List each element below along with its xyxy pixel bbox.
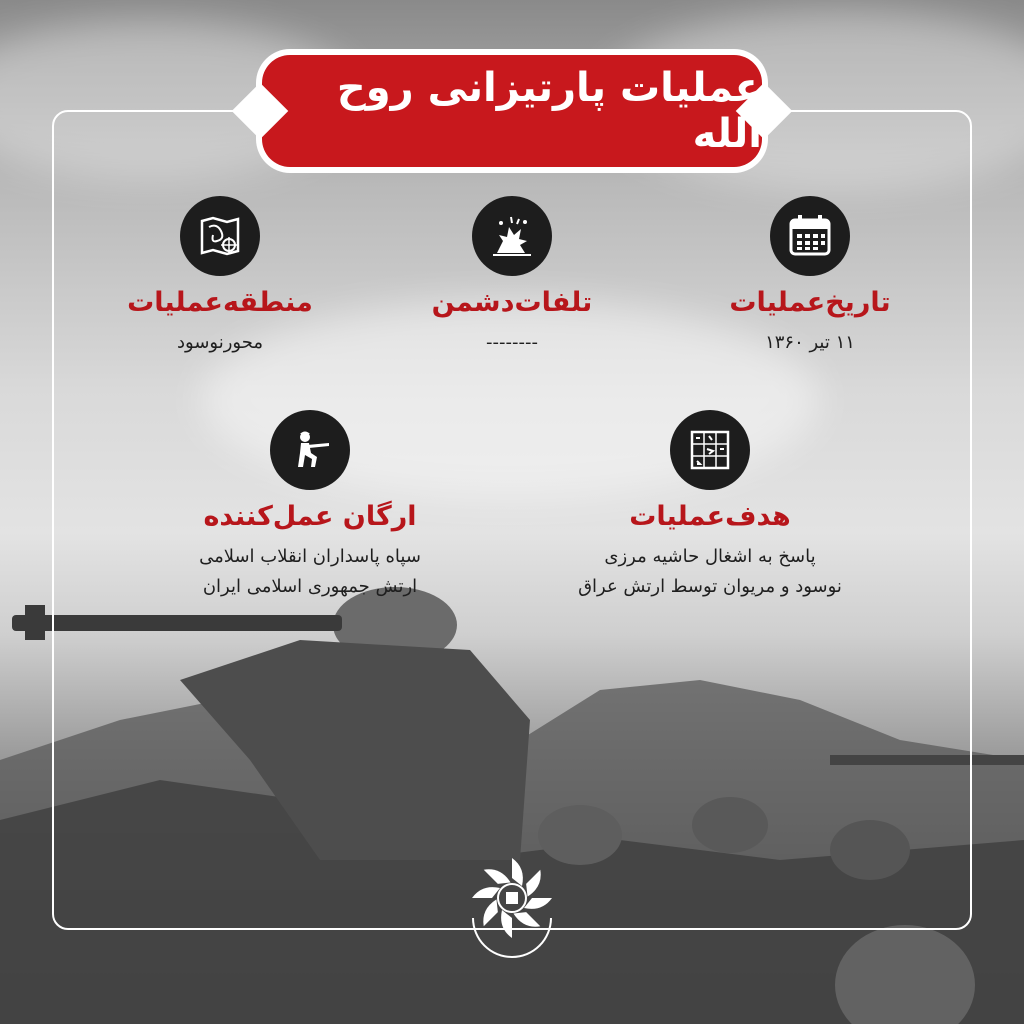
soldier-icon	[270, 410, 350, 490]
region-value: محورنوسود	[177, 331, 263, 353]
organization-logo	[466, 852, 558, 944]
map-icon	[180, 196, 260, 276]
casualties-value: --------	[486, 331, 538, 353]
goal-value-line2: نوسود و مریوان توسط ارتش عراق	[578, 576, 842, 598]
units-value-line2: ارتش جمهوری اسلامی ایران	[202, 576, 418, 598]
goal-label: هدف‌عملیات	[629, 501, 791, 532]
units-value-line1: سپاه پاسداران انقلاب اسلامی	[199, 545, 421, 567]
tactical-map-icon	[670, 410, 750, 490]
info-units	[160, 410, 460, 603]
calendar-icon	[770, 196, 850, 276]
explosion-icon	[472, 196, 552, 276]
title-banner	[262, 55, 762, 167]
date-value: ۱۱ تیر ۱۳۶۰	[765, 331, 855, 353]
info-date	[690, 196, 930, 358]
units-value	[160, 542, 460, 603]
date-label: تاریخ‌عملیات	[729, 287, 891, 318]
info-goal	[560, 410, 860, 603]
info-region	[100, 196, 340, 358]
goal-value	[560, 542, 860, 603]
goal-value-line1: پاسخ به اشغال حاشیه مرزی	[604, 545, 816, 567]
region-label: منطقه‌عملیات	[127, 287, 313, 318]
info-casualties	[392, 196, 632, 358]
page-title: عملیات پارتیزانی روح الله	[336, 65, 762, 157]
units-label: ارگان عمل‌کننده	[203, 501, 417, 532]
casualties-label: تلفات‌دشمن	[431, 287, 593, 318]
